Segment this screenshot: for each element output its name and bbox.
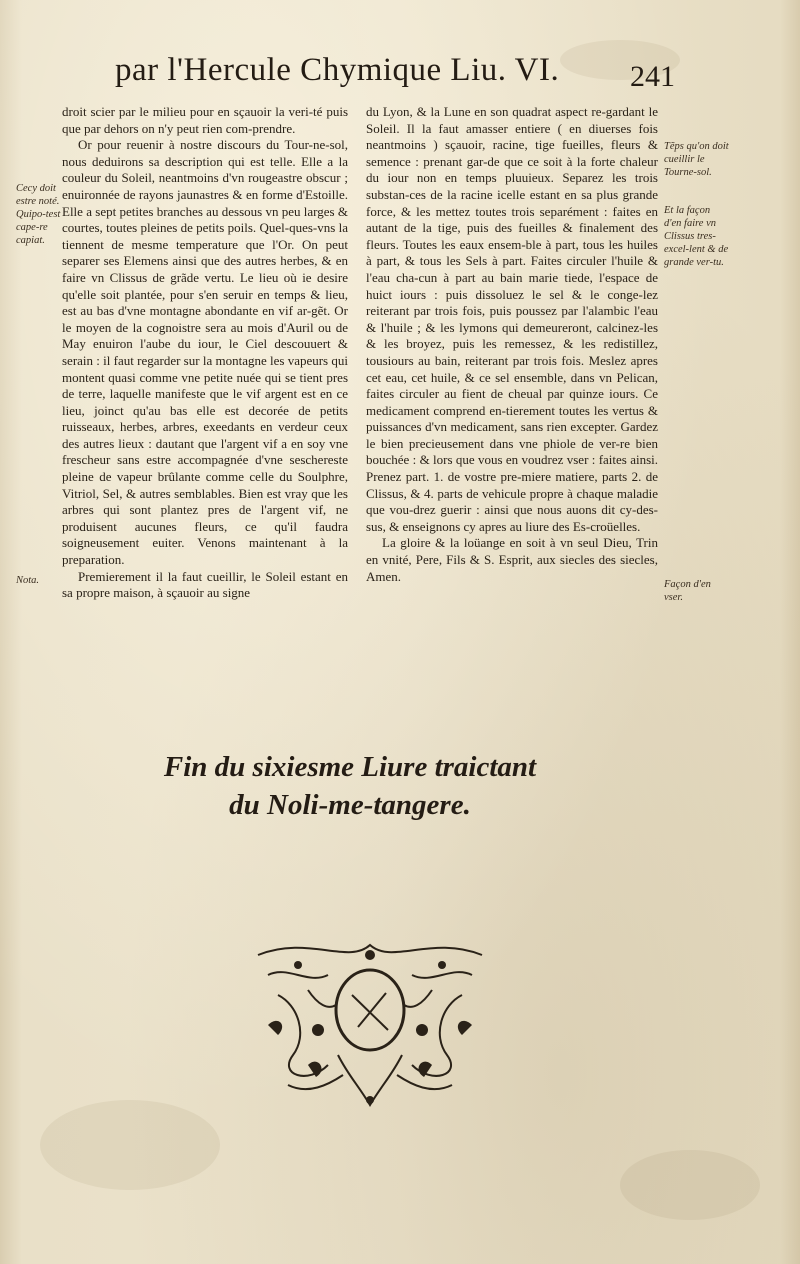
page-header	[115, 52, 675, 102]
closing-title	[120, 748, 580, 824]
running-title: par l'Hercule Chymique Liu. VI.	[115, 52, 560, 88]
paragraph: Or pour reuenir à nostre discours du Tour-ne-sol, nous deduirons sa description qui est telle. Elle a la couleur du Soleil, neantmoins d'vn rougeastre obscur ; enuironnée de rayons jaunastres & en forme d'Estoille. Elle a sept petites branches au dessous vn peu larges & courtes, toutes pleines de petits poils. Quel-ques-vns la tiennent de mesme temperature que l'Or. On peut separer ses Elemens ainsi que des autres herbes, & en faire vn Clissus de grãde vertu. Le lieu où ie desire qu'elle soit plantée, pour s'en seruir en temps & lieu, est au bas d'vne montagne abondante en vif ar-gẽt. Or le moyen de la cognoistre sera au mois d'Auril ou de May enuiron l'aube du iour, le Ciel descouuert & serain : il faut regarder sur la montagne les vapeurs qui montent quasi comme vne petite nuée qui se tient pres de terre, laquelle manifeste que le vif argent est en ce lieu, joinct qu'au bas elle est decorée de petits ruisseaux, herbes, arbres, exeedants en verdeur ceux des autres lieux : dautant que l'argent vif a en soy vne frescheur sans estre accompagnée d'vne seschereste pleine de vapeur brûlante comme celle du Soulphre, Vitriol, Sel, & autres semblables. Bien est vray que les arbres qui sont plantez pres de l'argent vif, ne produisent aucunes fleurs, ce qu'il faudra soigneusement euiter. Venons maintenant à la preparation.	[62, 137, 348, 568]
right-column	[366, 104, 658, 585]
paper-stain	[40, 1100, 220, 1190]
margin-note: Façon d'en vser.	[664, 579, 711, 603]
paragraph: droit scier par le milieu pour en sçauoir la veri-té puis que par dehors on n'y peut rien com-prendre.	[62, 104, 348, 136]
margin-note: Cecy doit estre noté. Quipo-test cape-re capiat.	[16, 183, 61, 246]
closing-line: Fin du sixiesme Liure traictant	[163, 751, 537, 783]
margin-note: Tẽps qu'on doit cueillir le Tourne-sol.	[664, 141, 729, 178]
margin-note: Et la façon d'en faire vn Clissus tres-excel-lent & de grande ver-tu.	[664, 205, 729, 268]
paragraph: du Lyon, & la Lune en son quadrat aspect re-gardant le Soleil. Il la faut amasser entiere ( en diuerses fois neantmoins ) sçauoir, racine, tige fueilles, fleurs & semence : prenant gar-de que ce soit à la forte chaleur du iour non en temps pluuieux. Separez les trois substan-ces de la racine icelle estant en sa plus grande force, & les mettez toutes trois separément : faites en autant de la tige, puis des fueilles & finalement des fleurs. Toutes les eaux ensem-ble à part, tous les huiles à part, & tous les Sels à part. Faites circuler l'huile & l'eau cha-cun à part au bain marie tiede, l'espace de huict iours : puis dissoluez le sel & le conge-lez reiterant par trois fois, puis poussez par l'alambic l'eau & l'huile ; & les lymons qui demeureront, calcinez-les & les broyez, puis les remessez, & les redistillez, tousiours au bain, reiterant par trois fois. Meslez apres cet eau, cet huile, & ce sel ensemble, dans vn Pelican, faites circuler au fient de cheual par quinze iours. Ce medicament comprend en-tierement toutes les vertus & puissances d'vn medicament, sans rien excepter. Gardez le bien precieusement dans vne phiole de ver-re bien bouchée : & lors que vous en voudrez vser : faites ainsi. Prenez part. 1. de vostre pre-miere matiere, parts 2. de Clissus, & 4. parts de vehicule propre à chaque maladie que vou-drez guerir : ainsi que nous auons dit cy-des-sus, & enseignons cy apres au liure des Es-croüelles.	[366, 104, 658, 534]
left-column	[62, 104, 348, 602]
paragraph: Premierement il la faut cueillir, le Soleil estant en sa propre maison, à sçauoir au signe	[62, 568, 348, 601]
fleuron-ornament-icon	[248, 935, 492, 1113]
paper-stain	[620, 1150, 760, 1220]
page-number: 241	[630, 60, 675, 93]
margin-note: Nota.	[16, 575, 40, 586]
closing-line: du Noli-me-tangere.	[229, 789, 471, 821]
paragraph: La gloire & la loüange en soit à vn seul Dieu, Trin en vnité, Pere, Fils & S. Esprit, aux siecles des siecles, Amen.	[366, 535, 658, 584]
